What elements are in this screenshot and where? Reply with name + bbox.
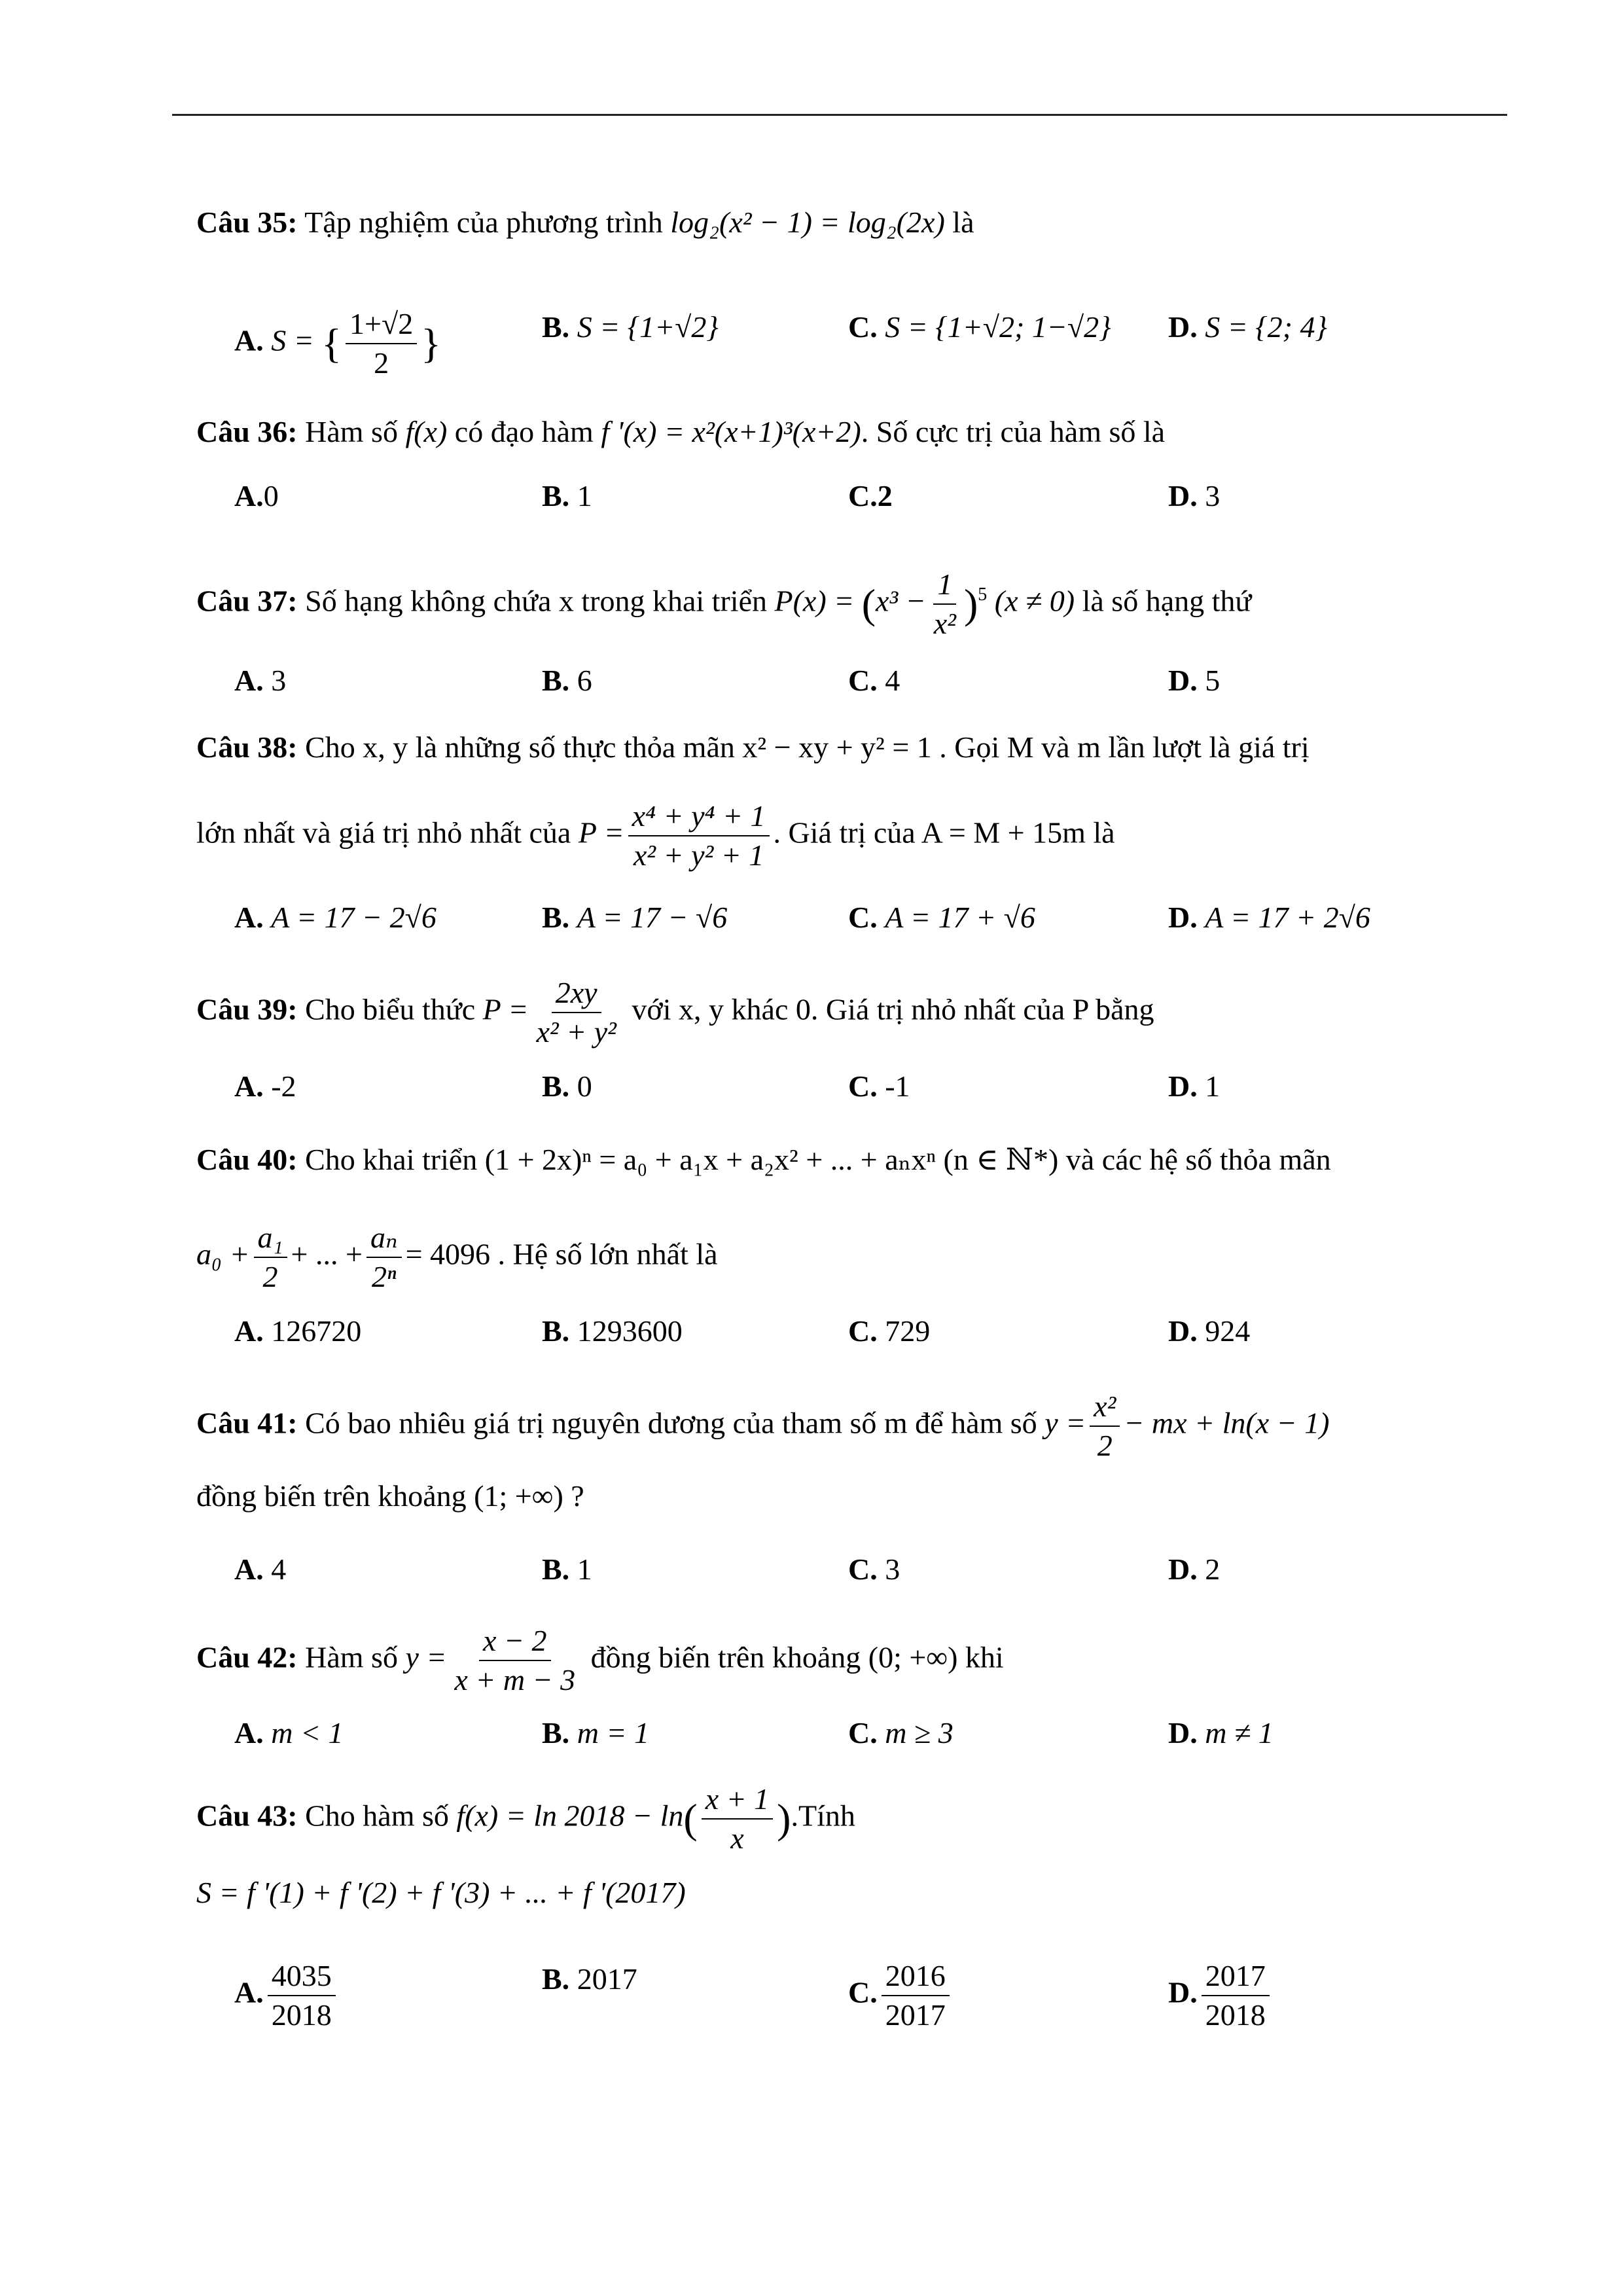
question-38-line-2 [196, 800, 1115, 872]
question-37-lead: P(x) = [774, 584, 855, 618]
option-b-value: S = {1+√2} [577, 310, 719, 344]
option-a[interactable] [234, 661, 286, 700]
question-41-interval: đồng biến trên khoảng (1; +∞) ? [196, 1479, 584, 1513]
option-d-label: D. [1168, 479, 1198, 512]
question-37: Câu 37: Số hạng không chứa x trong khai triển P(x) = (x³ − $\frac{1}{\text{x²}}$ )$^5$ (x ≠ 0) là số hạng thứ [196, 567, 1252, 640]
option-c-label: C. [848, 310, 878, 344]
option-a-label: A. [234, 323, 264, 357]
option-c-label: C. [848, 901, 878, 934]
option-b-label: B. [542, 310, 570, 344]
option-d-label: D. [1168, 901, 1198, 934]
option-b-value: m = 1 [577, 1716, 649, 1749]
option-c[interactable] [848, 308, 1111, 347]
option-d[interactable] [1168, 1067, 1220, 1106]
option-d[interactable] [1168, 898, 1370, 937]
option-a-value: 0 [263, 479, 279, 512]
option-c[interactable] [848, 1312, 930, 1351]
question-35-tail: là [952, 206, 974, 239]
option-d-fraction: $\frac{2017}{2018}$ [1202, 1960, 1270, 2032]
question-39-label: Câu 39: [196, 992, 298, 1026]
question-40-tail: = 4096 . Hệ số lớn nhất là [405, 1237, 718, 1271]
option-a-value: A = 17 − 2√6 [271, 901, 437, 934]
option-b[interactable] [542, 476, 592, 516]
question-40-fraction-2: $\frac{\text{aₙ}}{\text{2ⁿ}}$ [366, 1221, 402, 1293]
option-c-value: 4 [885, 664, 901, 697]
option-a-label: A. [234, 1069, 264, 1103]
question-41-text: Có bao nhiêu giá trị nguyên dương của tham số m để hàm số [305, 1406, 1037, 1440]
question-40-fraction-1: $\frac{\text{a₁}}{2}$ [254, 1221, 287, 1293]
question-40-line-2 [196, 1221, 718, 1293]
question-43-fraction: $\frac{x + 1}{x}$ [702, 1783, 773, 1855]
option-a-value: 3 [271, 664, 287, 697]
question-36-options [0, 476, 1623, 516]
question-42 [196, 1624, 1004, 1696]
option-c[interactable] [848, 476, 893, 516]
question-41-line-2 [196, 1477, 584, 1516]
option-d[interactable] [1168, 1312, 1250, 1351]
option-c-value: 3 [885, 1552, 901, 1586]
option-b[interactable] [542, 1312, 683, 1351]
question-39-text: Cho biểu thức [305, 992, 476, 1026]
question-39-tail: với x, y khác 0. Giá trị nhỏ nhất của P bằng [632, 992, 1154, 1026]
question-36-text-2: có đạo hàm [454, 415, 594, 448]
option-c[interactable] [848, 1960, 954, 2032]
option-b-label: B. [542, 479, 570, 512]
question-35-label: Câu 35: [196, 206, 298, 239]
question-38-options [0, 898, 1623, 937]
question-43-label: Câu 43: [196, 1799, 298, 1833]
option-b-label: B. [542, 1069, 570, 1103]
question-38-fraction: $\frac{\text{x⁴ + y⁴ + 1}}{\text{x² + y² + 1}}$ [628, 800, 770, 872]
question-35-options [0, 307, 1623, 380]
option-d-label: D. [1168, 664, 1198, 697]
question-40-options [0, 1312, 1623, 1351]
option-a[interactable] [234, 1067, 296, 1106]
option-b-value: 1 [577, 479, 592, 512]
option-c-label: C. [848, 1716, 878, 1749]
option-b[interactable] [542, 1713, 649, 1753]
question-40-line-1: Cho khai triển (1 + 2x)ⁿ = a₀ + a₁x + a₂x² + ... + aₙxⁿ (n ∈ ℕ*) và các hệ số thỏa mãn [305, 1143, 1331, 1176]
option-b-label: B. [542, 1314, 570, 1348]
header-rule [172, 114, 1507, 116]
question-36-label: Câu 36: [196, 415, 298, 448]
option-a-label: A. [234, 901, 264, 934]
question-42-fraction: $\frac{x - 2}{x + m - 3}$ [454, 1624, 576, 1696]
option-d-value: m ≠ 1 [1205, 1716, 1274, 1749]
option-d[interactable] [1168, 1960, 1274, 2032]
question-38-line-1: Cho x, y là những số thực thỏa mãn x² − xy + y² = 1 . Gọi M và m lần lượt là giá trị [305, 730, 1310, 764]
option-c-label: C. [848, 479, 878, 512]
option-b-value: 2017 [577, 1962, 637, 1996]
option-c-label: C. [848, 1314, 878, 1348]
option-a[interactable]: A. S = { $\frac{1+√2}{2}$ } [234, 307, 441, 380]
question-41-label: Câu 41: [196, 1406, 298, 1440]
option-a-fraction: $\frac{1+√2}{2}$ [346, 308, 417, 380]
option-a[interactable] [234, 898, 437, 937]
option-d-label: D. [1168, 1716, 1198, 1749]
question-37-power: 5 [978, 584, 988, 605]
question-41-options [0, 1550, 1623, 1589]
question-43-line-2 [196, 1873, 686, 1912]
option-d-value: 3 [1205, 479, 1221, 512]
question-40-term-a0: a₀ + [196, 1237, 250, 1271]
option-b-label: B. [542, 1962, 570, 1996]
option-b[interactable] [542, 308, 719, 347]
option-a[interactable] [234, 1312, 361, 1351]
option-c[interactable] [848, 1550, 900, 1589]
question-42-lead: y = [405, 1640, 447, 1674]
option-b[interactable] [542, 1067, 592, 1106]
question-36-text: Hàm số [305, 415, 398, 448]
option-c-label: C. [848, 1552, 878, 1586]
option-b-value: 6 [577, 664, 592, 697]
question-41-fraction: $\frac{\text{x²}}{2}$ [1090, 1390, 1120, 1462]
option-c-label: C. [848, 1975, 878, 2009]
option-b-value: 1293600 [577, 1314, 683, 1348]
question-35-text: Tập nghiệm của phương trình [304, 206, 663, 239]
question-41-lead: y = [1044, 1406, 1086, 1440]
option-c[interactable] [848, 1713, 954, 1753]
option-d[interactable] [1168, 1550, 1220, 1589]
option-d[interactable] [1168, 476, 1220, 516]
question-37-fraction: $\frac{1}{\text{x²}}$ [933, 567, 956, 640]
option-a-label: A. [234, 479, 264, 512]
option-d-label: D. [1168, 1069, 1198, 1103]
question-39 [196, 977, 1154, 1049]
option-d[interactable] [1168, 1713, 1274, 1753]
question-40-label: Câu 40: [196, 1143, 298, 1176]
question-36-function: f(x) [405, 415, 448, 448]
option-c-value: -1 [885, 1069, 910, 1103]
question-35 [196, 203, 974, 242]
question-37-condition: (x ≠ 0) [994, 584, 1075, 618]
question-39-fraction: $\frac{2xy}{\text{x² + y²}}$ [536, 976, 616, 1049]
option-a-value: m < 1 [271, 1716, 344, 1749]
question-37-base: x³ − [876, 584, 926, 618]
question-40-ellipsis: + ... + [291, 1237, 363, 1271]
option-b-value: 1 [577, 1552, 592, 1586]
option-c-value: 729 [885, 1314, 931, 1348]
question-43-tail: .Tính [791, 1799, 855, 1833]
option-c-value: S = {1+√2; 1−√2} [885, 310, 1111, 344]
option-d[interactable] [1168, 308, 1327, 347]
question-39-options [0, 1067, 1623, 1106]
option-d-value: A = 17 + 2√6 [1205, 901, 1370, 934]
option-a-value: 126720 [271, 1314, 362, 1348]
option-b[interactable] [542, 1960, 637, 1999]
question-39-lead: P = [482, 992, 529, 1026]
option-c-value: 2 [877, 479, 893, 512]
option-b-label: B. [542, 664, 570, 697]
option-c-label: C. [848, 1069, 878, 1103]
option-a-label: A. [234, 664, 264, 697]
option-c[interactable] [848, 1067, 910, 1106]
question-43-lead: f(x) = ln 2018 − ln [456, 1799, 684, 1833]
option-c-value: A = 17 + √6 [885, 901, 1035, 934]
option-a[interactable] [234, 476, 279, 516]
question-38-lead: P = [578, 816, 624, 850]
option-c-label: C. [848, 664, 878, 697]
option-c[interactable] [848, 661, 900, 700]
question-38-text: lớn nhất và giá trị nhỏ nhất của [196, 816, 571, 850]
question-43: Câu 43: Cho hàm số f(x) = ln 2018 − ln( $\frac{x + 1}{x}$ ).Tính [196, 1782, 855, 1855]
option-b-value: 0 [577, 1069, 592, 1103]
option-b[interactable] [542, 898, 727, 937]
option-d-label: D. [1168, 310, 1198, 344]
option-d-label: D. [1168, 1552, 1198, 1586]
option-d-value: S = {2; 4} [1205, 310, 1327, 344]
question-42-label: Câu 42: [196, 1640, 298, 1674]
option-c[interactable] [848, 898, 1035, 937]
question-37-label: Câu 37: [196, 584, 298, 618]
option-b[interactable] [542, 1550, 592, 1589]
option-b-label: B. [542, 1552, 570, 1586]
option-a[interactable] [234, 1960, 340, 2032]
option-d-value: 5 [1205, 664, 1221, 697]
option-d-value: 924 [1205, 1314, 1251, 1348]
question-35-equation: log₂(x² − 1) = log₂(2x) [670, 206, 945, 239]
question-37-options [0, 661, 1623, 700]
option-a[interactable] [234, 1713, 344, 1753]
question-43-sum: S = f '(1) + f '(2) + f '(3) + ... + f '(2017) [196, 1876, 686, 1909]
option-a-value: 4 [271, 1552, 287, 1586]
option-c-value: m ≥ 3 [885, 1716, 954, 1749]
question-36-equation: f '(x) = x²(x+1)³(x+2) [601, 415, 861, 448]
option-d-label: D. [1168, 1314, 1198, 1348]
question-43-options [0, 1959, 1623, 2032]
option-a[interactable] [234, 1550, 286, 1589]
question-38-label: Câu 38: [196, 730, 298, 764]
option-b-value: A = 17 − √6 [577, 901, 728, 934]
question-42-options [0, 1713, 1623, 1753]
option-b[interactable] [542, 661, 592, 700]
question-36-tail: . Số cực trị của hàm số là [861, 415, 1166, 448]
question-36 [196, 412, 1165, 452]
option-a-label: A. [234, 1552, 264, 1586]
question-40 [196, 1140, 1331, 1179]
option-c-fraction: $\frac{2016}{2017}$ [882, 1960, 950, 2032]
option-d-value: 2 [1205, 1552, 1221, 1586]
question-42-tail: đồng biến trên khoảng (0; +∞) khi [590, 1640, 1004, 1674]
question-38 [196, 728, 1310, 767]
question-37-text: Số hạng không chứa x trong khai triển [305, 584, 767, 618]
question-43-text: Cho hàm số [305, 1799, 449, 1833]
question-38-tail: . Giá trị của A = M + 15m là [773, 816, 1115, 850]
option-a-label: A. [234, 1716, 264, 1749]
question-41-tail: − mx + ln(x − 1) [1124, 1406, 1330, 1440]
option-d-value: 1 [1205, 1069, 1221, 1103]
option-a-value: -2 [271, 1069, 296, 1103]
question-41 [196, 1390, 1329, 1462]
option-b-label: B. [542, 901, 570, 934]
option-a-label: A. [234, 1975, 264, 2009]
question-42-text: Hàm số [305, 1640, 398, 1674]
question-37-tail: là số hạng thứ [1082, 584, 1252, 618]
option-a-lead: S = [271, 323, 314, 357]
option-b-label: B. [542, 1716, 570, 1749]
option-a-label: A. [234, 1314, 264, 1348]
option-d[interactable] [1168, 661, 1220, 700]
option-a-fraction: $\frac{4035}{2018}$ [268, 1960, 336, 2032]
option-d-label: D. [1168, 1975, 1198, 2009]
